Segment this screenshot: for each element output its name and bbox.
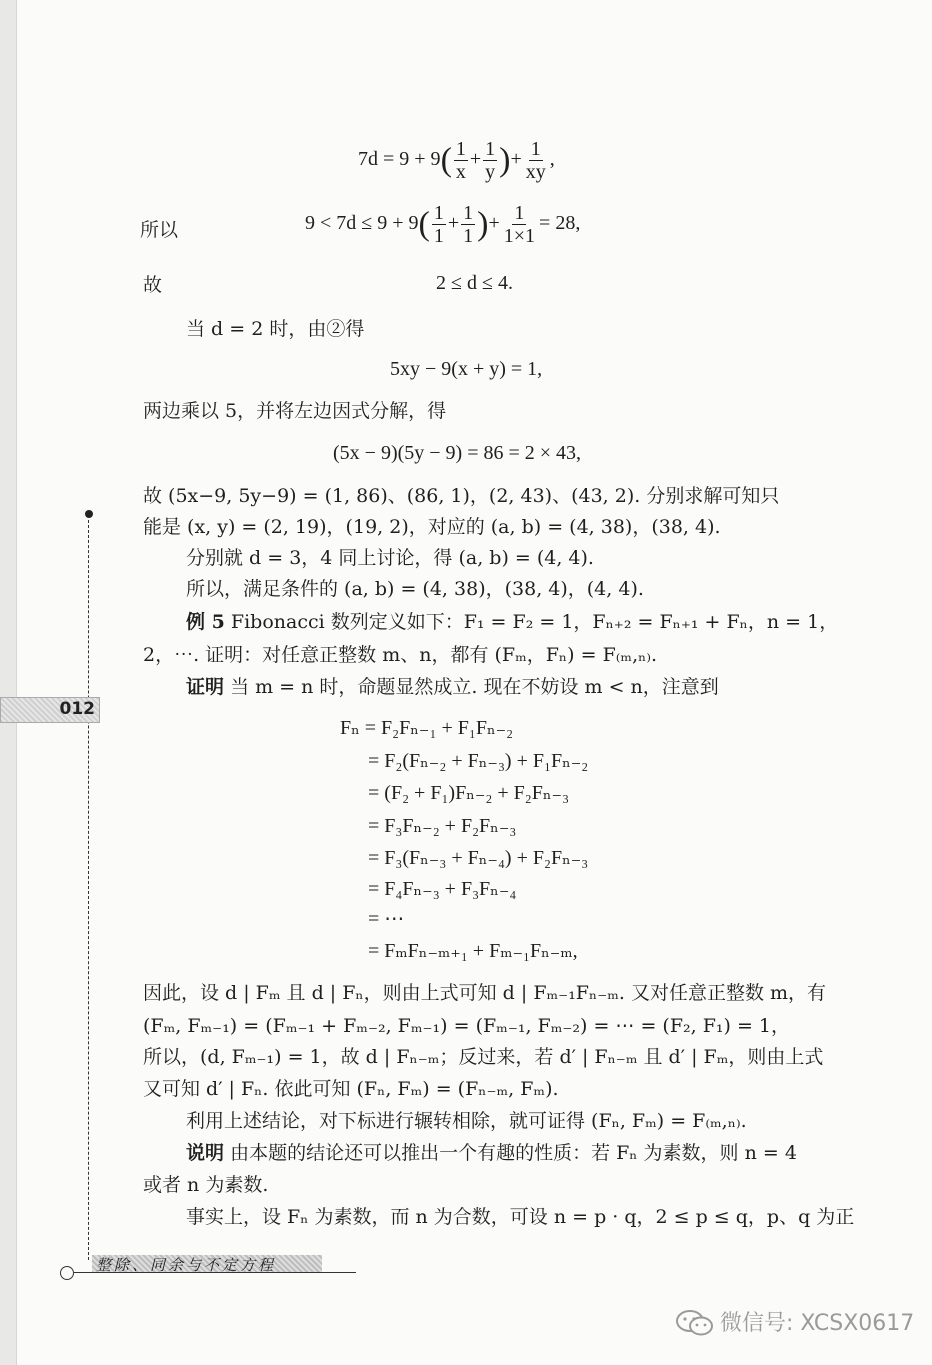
inequality-line: 9 < 7d ≤ 9 + 9( $\frac{1}{1}$ + $\frac{1}{1}$ )+ $\frac{1}{1\times 1}$ = 28, xyxy=(305,202,581,247)
note-text: 由本题的结论还可以推出一个有趣的性质：若 Fₙ 为素数，则 n = 4 xyxy=(230,1142,797,1164)
d-range: 2 ≤ d ≤ 4. xyxy=(436,272,513,294)
eq1-prefix: 7d = 9 + 9 xyxy=(358,148,441,171)
derivation-step-2: = F₂(Fₙ₋₂ + Fₙ₋₃) + F₁Fₙ₋₂ xyxy=(368,750,589,772)
label-suoyi: 所以 xyxy=(140,219,179,241)
text-conversely: 所以，(d, Fₘ₋₁) = 1，故 d | Fₙ₋ₘ；反过来，若 d′ | Fₙ₋ₘ 且 d′ | Fₘ，则由上式 xyxy=(143,1046,824,1068)
dashed-margin-line xyxy=(88,520,89,1260)
text-d34: 分别就 d = 3，4 同上讨论，得 (a, b) = (4, 4). xyxy=(186,547,594,569)
derivation-step-5: = F₃(Fₙ₋₃ + Fₙ₋₄) + F₂Fₙ₋₃ xyxy=(368,847,589,869)
footer-rule xyxy=(74,1272,356,1273)
text-solutions: 能是 (x, y) = (2, 19)，(19, 2)，对应的 (a, b) = (4, 38)，(38, 4). xyxy=(143,516,721,538)
example-5-line-2: 2，⋯. 证明：对任意正整数 m、n，都有 (Fₘ，Fₙ) = F₍ₘ,ₙ₎. xyxy=(143,644,658,666)
text-hence: 又可知 d′ | Fₙ. 依此可知 (Fₙ, Fₘ) = (Fₙ₋ₘ, Fₘ). xyxy=(143,1078,559,1100)
bookmark-dot xyxy=(85,510,93,518)
text-case-d2: 当 d = 2 时，由②得 xyxy=(186,318,365,340)
text-multiply: 两边乘以 5，并将左边因式分解，得 xyxy=(143,400,447,422)
text-gcd-chain: (Fₘ, Fₘ₋₁) = (Fₘ₋₁ + Fₘ₋₂, Fₘ₋₁) = (Fₘ₋₁, Fₘ₋₂) = ⋯ = (F₂, F₁) = 1， xyxy=(143,1015,791,1037)
equation-5xy: 5xy − 9(x + y) = 1, xyxy=(390,358,543,380)
page-left-edge xyxy=(0,0,17,1365)
proof-text: 当 m = n 时，命题显然成立. 现在不妨设 m < n，注意到 xyxy=(230,676,719,698)
fraction-1-over-x: $\frac{1}{x}$ xyxy=(455,138,466,183)
proof-line xyxy=(186,674,719,700)
note-line xyxy=(186,1140,797,1166)
page-number-tab xyxy=(0,697,100,723)
derivation-step-3: = (F₂ + F₁)Fₙ₋₂ + F₂Fₙ₋₃ xyxy=(368,782,570,804)
derivation-step-8: = FₘFₙ₋ₘ₊₁ + Fₘ₋₁Fₙ₋ₘ, xyxy=(368,940,578,962)
note-heading: 说明 xyxy=(186,1142,225,1164)
derivation-step-7: = ⋯ xyxy=(368,908,405,930)
text-euclid: 利用上述结论，对下标进行辗转相除，就可证得 (Fₙ, Fₘ) = F₍ₘ,ₙ₎. xyxy=(186,1110,747,1132)
fraction-1-over-1a: $\frac{1}{1}$ xyxy=(433,202,444,247)
equation-line-1: 7d = 9 + 9( $\frac{1}{x}$ + $\frac{1}{y}$ )+ $\frac{1}{xy}$ , xyxy=(358,138,555,183)
watermark-text: 微信号: XCSX0617 xyxy=(720,1311,915,1336)
equation-factor: (5x − 9)(5y − 9) = 86 = 2 × 43, xyxy=(333,442,582,464)
derivation-step-6: = F₄Fₙ₋₃ + F₃Fₙ₋₄ xyxy=(368,878,517,900)
derivation-step-1: Fₙ = F₂Fₙ₋₁ + F₁Fₙ₋₂ xyxy=(340,717,514,739)
derivation-step-4: = F₃Fₙ₋₂ + F₂Fₙ₋₃ xyxy=(368,815,517,837)
text-in-fact: 事实上，设 Fₙ 为素数，而 n 为合数，可设 n = p · q，2 ≤ p ≤ q，p、q 为正 xyxy=(186,1206,855,1228)
example-heading: 例 5 xyxy=(186,611,225,633)
proof-heading: 证明 xyxy=(186,676,225,698)
wechat-icon xyxy=(675,1308,715,1338)
text-conclusion: 所以，满足条件的 (a, b) = (4, 38)，(38, 4)，(4, 4). xyxy=(186,578,644,600)
fraction-1-over-y: $\frac{1}{y}$ xyxy=(485,138,496,183)
page-number: 012 xyxy=(59,699,95,719)
text-cases: 故 (5x−9, 5y−9) = (1, 86)、(86, 1)，(2, 43)、(43, 2). 分别求解可知只 xyxy=(143,485,780,507)
footer-title: 整除、同余与不定方程 xyxy=(96,1256,277,1274)
text-therefore: 因此，设 d | Fₘ 且 d | Fₙ，则由上式可知 d | Fₘ₋₁Fₙ₋ₘ. 又对任意正整数 m，有 xyxy=(143,982,827,1004)
example-text: Fibonacci 数列定义如下：F₁ = F₂ = 1，Fₙ₊₂ = Fₙ₊₁ + Fₙ，n = 1， xyxy=(230,611,839,633)
fraction-1-over-1x1: $\frac{1}{1\times 1}$ xyxy=(503,202,536,247)
example-5-line xyxy=(186,609,838,635)
footer-circle-icon xyxy=(60,1266,74,1280)
label-gu: 故 xyxy=(143,274,163,296)
fraction-1-over-xy: $\frac{1}{xy}$ xyxy=(525,138,546,183)
fraction-1-over-1b: $\frac{1}{1}$ xyxy=(463,202,474,247)
text-or-prime: 或者 n 为素数. xyxy=(143,1174,269,1196)
